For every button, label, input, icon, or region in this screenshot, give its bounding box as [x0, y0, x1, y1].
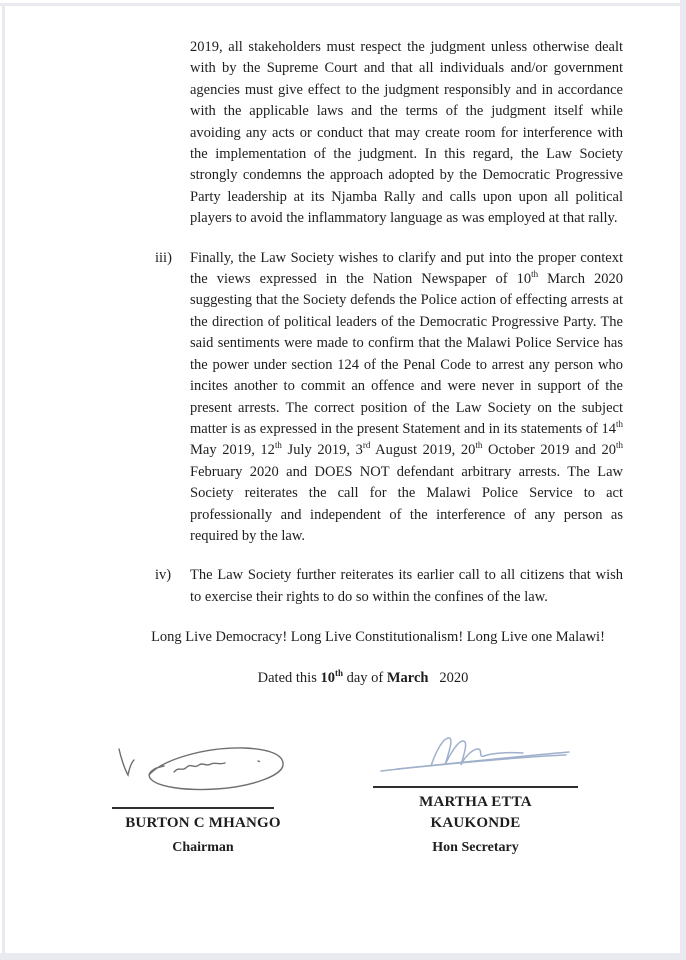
slogan-line: Long Live Democracy! Long Live Constitutionalism! Long Live one Malawi!	[151, 629, 605, 646]
signatory-name: MARTHA ETTA KAUKONDE	[419, 793, 532, 832]
page-edge-bottom	[0, 953, 686, 960]
paragraph-text: The Law Society further reiterates its earlier call to all citizens that wish to exercise their rights to do so within the confines of the law.	[190, 567, 623, 605]
signatory-name: BURTON C MHANGO	[125, 815, 281, 832]
signature-row	[112, 725, 623, 858]
list-marker: iv)	[155, 567, 172, 584]
signature-line	[373, 786, 578, 788]
signatory-block-chairman	[112, 742, 294, 858]
handwritten-signature-icon	[373, 725, 573, 783]
paragraph-text: Finally, the Law Society wishes to clarify and put into the proper context the views expressed in the Nation Newspaper of 10th March 2020 suggesting that the Society defends the Police action of effecting arrests at the direction of political leaders of the Democratic Progressive Party. The said sentiments were made to confirm that the Malawi Police Service has the power under section 124 of the Penal Code to arrest any person who incites another to commit an offence and were never in support of the present arrests. The correct position of the Law Society on the subject matter is as expressed in the present Statement and in its statements of 14th May 2019, 12th July 2019, 3rd August 2019, 20th October 2019 and 20th February 2020 and DOES NOT defendant arbitrary arrests. The Law Society reiterates the call for the Malawi Police Service to act professionally and independent of the interference of any person as required by the law.	[190, 249, 624, 544]
handwritten-signature-icon	[112, 742, 290, 804]
body-paragraph-iv	[155, 565, 623, 608]
dated-line: Dated this 10th day of March 2020	[257, 667, 469, 686]
body-paragraph-iii	[155, 248, 624, 548]
signatory-title: Hon Secretary	[432, 839, 519, 855]
signatory-title: Chairman	[172, 839, 234, 855]
body-paragraph-continuation	[190, 37, 623, 230]
paragraph-text: 2019, all stakeholders must respect the judgment unless otherwise dealt with by the Supreme Court and that all individuals and/or government agencies must give effect to the judgment responsibly and in accordance with the applicable laws and the terms of the judgment itself while avoiding any acts or conduct that may create room for interference with the implementation of the judgment. In this regard, the Law Society strongly condemns the approach adopted by the Democratic Progressive Party leadership at its Njamba Rally and calls upon upon all political players to avoid the inflammatory language as was employed at that rally.	[190, 39, 623, 227]
signature-line	[112, 807, 274, 809]
signatory-block-secretary	[373, 725, 578, 858]
list-marker: iii)	[155, 249, 172, 266]
